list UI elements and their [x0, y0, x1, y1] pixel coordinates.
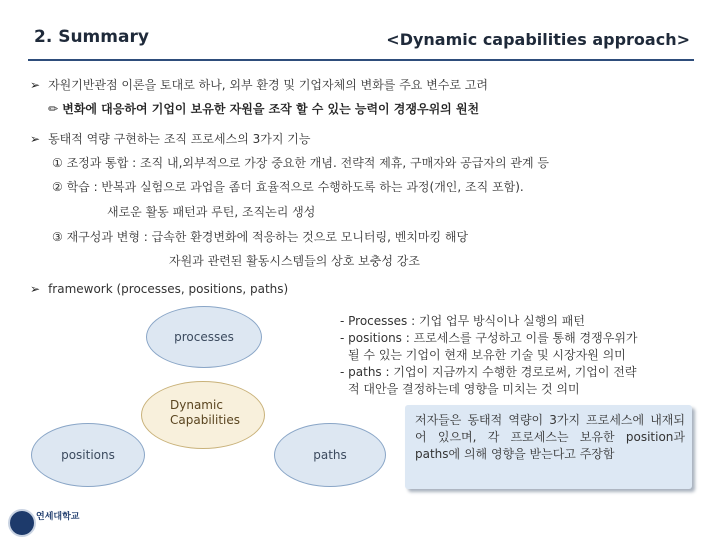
bullet-text: 동태적 역량 구현하는 조직 프로세스의 3가지 기능 — [48, 132, 311, 146]
title-divider — [28, 59, 694, 61]
item-2: ② 학습 : 반복과 실험으로 과업을 좀더 효율적으로 수행하도록 하는 과정(개인, 조직 포함). — [52, 180, 524, 194]
bullet-arrow-icon: ➢ — [30, 78, 41, 92]
callout-text: 저자들은 동태적 역량이 3가지 프로세스에 내재되어 있으며, 각 프로세스는 보유한 position과 paths에 의해 영향을 받는다고 주장함 — [415, 413, 685, 461]
item-2-continued: 새로운 활동 패턴과 루틴, 조직논리 생성 — [107, 205, 316, 219]
item-1: ① 조정과 통합 : 조직 내,외부적으로 가장 중요한 개념. 전략적 제휴, 구매자와 공급자의 관계 등 — [52, 156, 549, 170]
description-processes: - Processes : 기업 업무 방식이나 실행의 패턴 — [340, 314, 585, 328]
bullet-arrow-icon: ➢ — [30, 132, 41, 146]
paths-label: paths — [313, 448, 347, 462]
page-title: 2. Summary — [34, 27, 149, 47]
item-3-continued: 자원과 관련된 활동시스템들의 상호 보충성 강조 — [169, 254, 420, 268]
paths-node — [274, 423, 386, 487]
bullet-text: framework (processes, positions, paths) — [48, 282, 289, 296]
dynamic-capabilities-label: Dynamic Capabilities — [170, 398, 240, 427]
description-paths-cont: 적 대안을 결정하는데 영향을 미치는 것 의미 — [348, 382, 580, 396]
bullet-text: 자원기반관점 이론을 토대로 하나, 외부 환경 및 기업자체의 변화를 주요 변수로 고려 — [48, 78, 488, 92]
bullet-line-2 — [30, 131, 310, 147]
positions-node — [31, 423, 145, 487]
processes-node — [146, 306, 262, 368]
bullet-line-3 — [30, 281, 288, 297]
bullet-arrow-icon: ➢ — [30, 282, 41, 296]
description-paths: - paths : 기업이 지금까지 수행한 경로로써, 기업이 전략 — [340, 365, 637, 379]
positions-label: positions — [61, 448, 115, 462]
bullet-line-1 — [30, 77, 488, 93]
description-positions: - positions : 프로세스를 구성하고 이를 통해 경쟁우위가 — [340, 331, 638, 345]
page-subtitle: <Dynamic capabilities approach> — [386, 30, 690, 49]
university-logo-text: 연세대학교 — [36, 512, 80, 522]
university-seal-icon — [8, 509, 36, 537]
processes-label: processes — [174, 330, 234, 344]
item-3: ③ 재구성과 변형 : 급속한 환경변화에 적응하는 것으로 모니터링, 벤치마킹 해당 — [52, 230, 469, 244]
description-positions-cont: 될 수 있는 기업이 현재 보유한 기술 및 시장자원 의미 — [348, 348, 626, 362]
key-point-line: ✏ 변화에 대응하여 기업이 보유한 자원을 조작 할 수 있는 능력이 경쟁우위의 원천 — [48, 102, 480, 116]
dynamic-capabilities-node — [141, 381, 265, 449]
